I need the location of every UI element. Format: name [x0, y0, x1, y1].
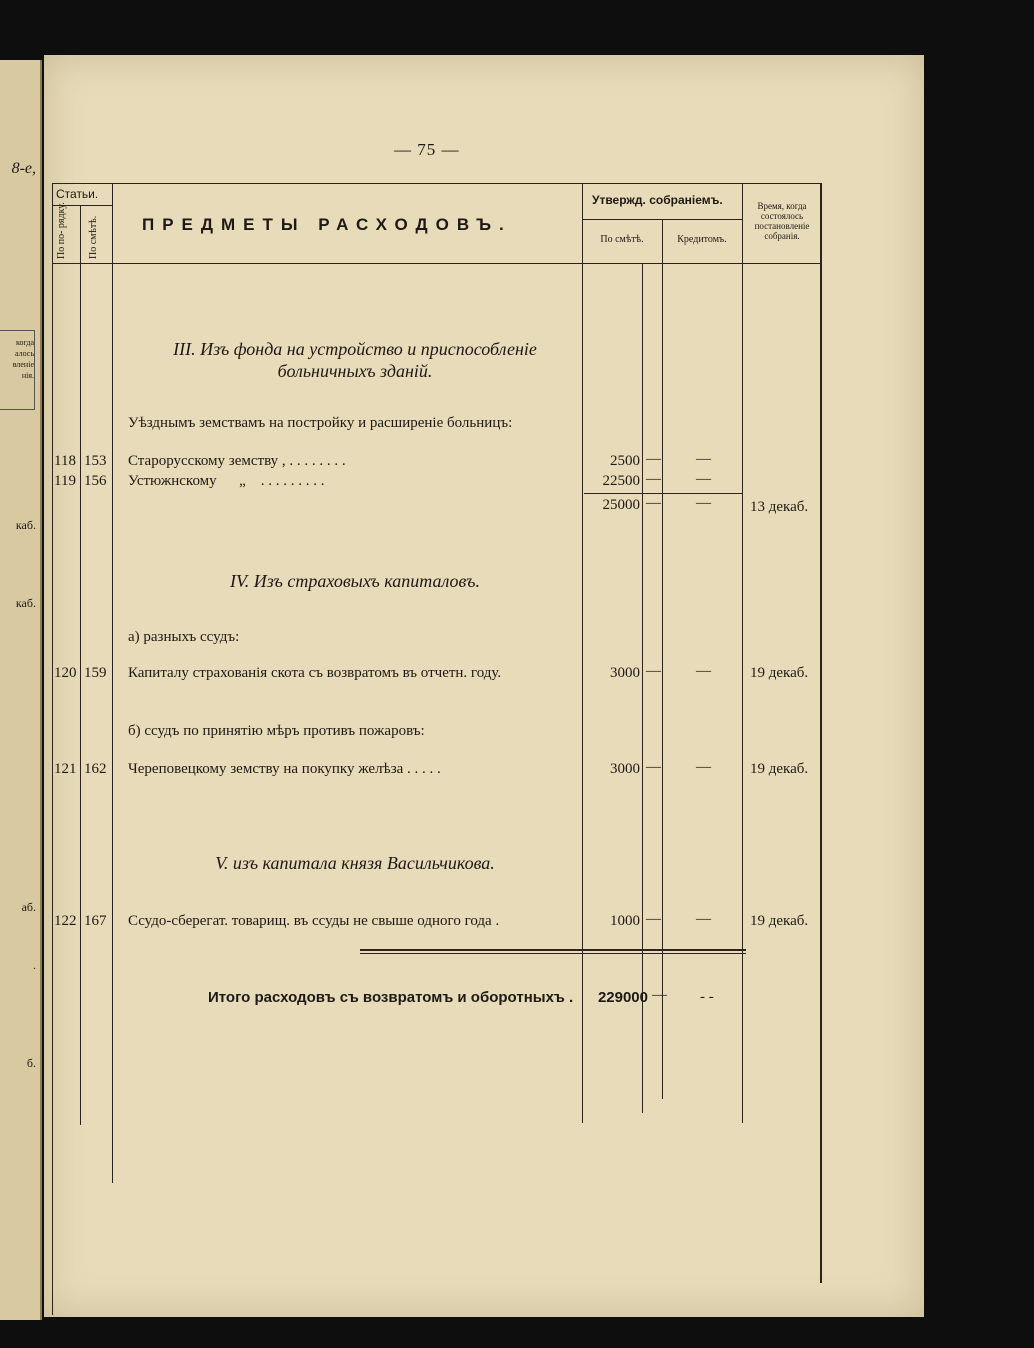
- left-fragment: б.: [26, 1056, 36, 1070]
- subhead-uezd: Уѣзднымъ земствамъ на постройку и расширеніе больницъ:: [128, 415, 513, 431]
- row-credit: —: [696, 759, 711, 775]
- col-rule-dash: [642, 263, 643, 1113]
- header-approved: Утвержд. собраніемъ.: [592, 193, 723, 207]
- row-name: Череповецкому земству на покупку желѣза . . . . .: [128, 761, 441, 777]
- section-title-line2: больничныхъ зданій.: [277, 361, 433, 381]
- header-approved-credit: Кредитомъ.: [677, 234, 727, 245]
- row-name: Капиталу страхованія скота съ возвратомъ въ отчетн. году.: [128, 665, 502, 681]
- subhead-b: б) ссудъ по принятію мѣръ противъ пожаровъ:: [128, 723, 425, 739]
- header-approved-smeta: По смѣтѣ.: [600, 234, 644, 245]
- left-fragment-box: [0, 330, 35, 410]
- row-time: 13 декаб.: [750, 499, 809, 515]
- col-rule-right: [820, 183, 822, 1283]
- row-name: Старорусскому земству , . . . . . . . .: [128, 453, 346, 469]
- col-rule-left: [52, 183, 53, 1315]
- subtotal-rule: [584, 493, 742, 494]
- row-no: 119: [54, 473, 76, 489]
- row-smeta: 156: [84, 473, 107, 489]
- row-smeta: 167: [84, 913, 107, 929]
- col-rule-smeta: [112, 183, 113, 1183]
- left-fragment: каб.: [15, 518, 36, 532]
- row-amount: 3000: [610, 761, 640, 777]
- header-bottom-rule: [52, 263, 820, 264]
- subtotal-amount: 25000: [602, 497, 640, 513]
- col-rule-credit: [662, 219, 663, 1099]
- left-fragment: аб.: [21, 900, 36, 914]
- subhead-a: а) разныхъ ссудъ:: [128, 629, 240, 645]
- row-name: Ссудо-сберегат. товарищ. въ ссуды не свыше одного года .: [128, 913, 500, 929]
- row-smeta: 162: [84, 761, 107, 777]
- row-smeta: 153: [84, 453, 107, 469]
- page-number: — 75 —: [394, 140, 460, 159]
- header-po-smete: По смѣтѣ.: [88, 215, 99, 259]
- header-main-title: ПРЕДМЕТЫ РАСХОДОВЪ.: [142, 215, 512, 234]
- row-dash: —: [646, 451, 661, 467]
- document-page: [44, 55, 924, 1317]
- left-box-line: алось: [14, 349, 34, 358]
- row-credit: —: [696, 663, 711, 679]
- col-rule-time: [742, 183, 743, 1123]
- row-name: Устюжнскому „ . . . . . . . . .: [128, 473, 325, 489]
- row-credit: —: [696, 471, 711, 487]
- row-no: 118: [54, 453, 76, 469]
- row-amount: 1000: [610, 913, 640, 929]
- total-label: Итого расходовъ съ возвратомъ и оборотныхъ .: [208, 989, 574, 1006]
- row-time: 19 декаб.: [750, 761, 809, 777]
- row-no: 121: [54, 761, 77, 777]
- total-credit: - -: [700, 989, 714, 1005]
- left-box-line: когда: [16, 338, 34, 347]
- left-box-line: вленіе: [12, 360, 34, 369]
- left-fragment: .: [33, 958, 36, 972]
- row-time: 19 декаб.: [750, 665, 809, 681]
- left-fragment-top: 8-е,: [11, 160, 36, 177]
- left-fragment: каб.: [15, 596, 36, 610]
- row-dash: —: [646, 471, 661, 487]
- section-title: V. изъ капитала князя Васильчикова.: [215, 853, 495, 873]
- total-rule: [360, 949, 746, 951]
- row-amount: 22500: [602, 473, 640, 489]
- row-credit: —: [696, 495, 711, 511]
- total-rule-2: [360, 953, 746, 954]
- row-no: 122: [54, 913, 77, 929]
- col-rule-amount: [582, 183, 583, 1123]
- adjacent-page-strip: [0, 60, 42, 1320]
- row-time: 19 декаб.: [750, 913, 809, 929]
- row-dash: —: [646, 911, 661, 927]
- row-dash: —: [646, 663, 661, 679]
- table-top-rule: [52, 183, 820, 184]
- row-dash: —: [646, 495, 661, 511]
- row-no: 120: [54, 665, 77, 681]
- row-dash: —: [646, 759, 661, 775]
- total-dash: —: [652, 987, 667, 1003]
- row-smeta: 159: [84, 665, 107, 681]
- row-credit: —: [696, 911, 711, 927]
- col-rule-no: [80, 205, 81, 1125]
- row-credit: —: [696, 451, 711, 467]
- header-statyi: Статьи.: [56, 187, 99, 201]
- section-title: III. Изъ фонда на устройство и приспособленіе: [173, 339, 537, 359]
- row-amount: 3000: [610, 665, 640, 681]
- row-amount: 2500: [610, 453, 640, 469]
- section-title: IV. Изъ страховыхъ капиталовъ.: [230, 571, 480, 591]
- header-po-poryadku: По по- рядку.: [56, 202, 67, 259]
- total-amount: 229000: [597, 989, 648, 1006]
- header-time: Время, когда состоялось постановленіе собранія.: [754, 201, 810, 241]
- left-box-line: нія.: [21, 371, 34, 380]
